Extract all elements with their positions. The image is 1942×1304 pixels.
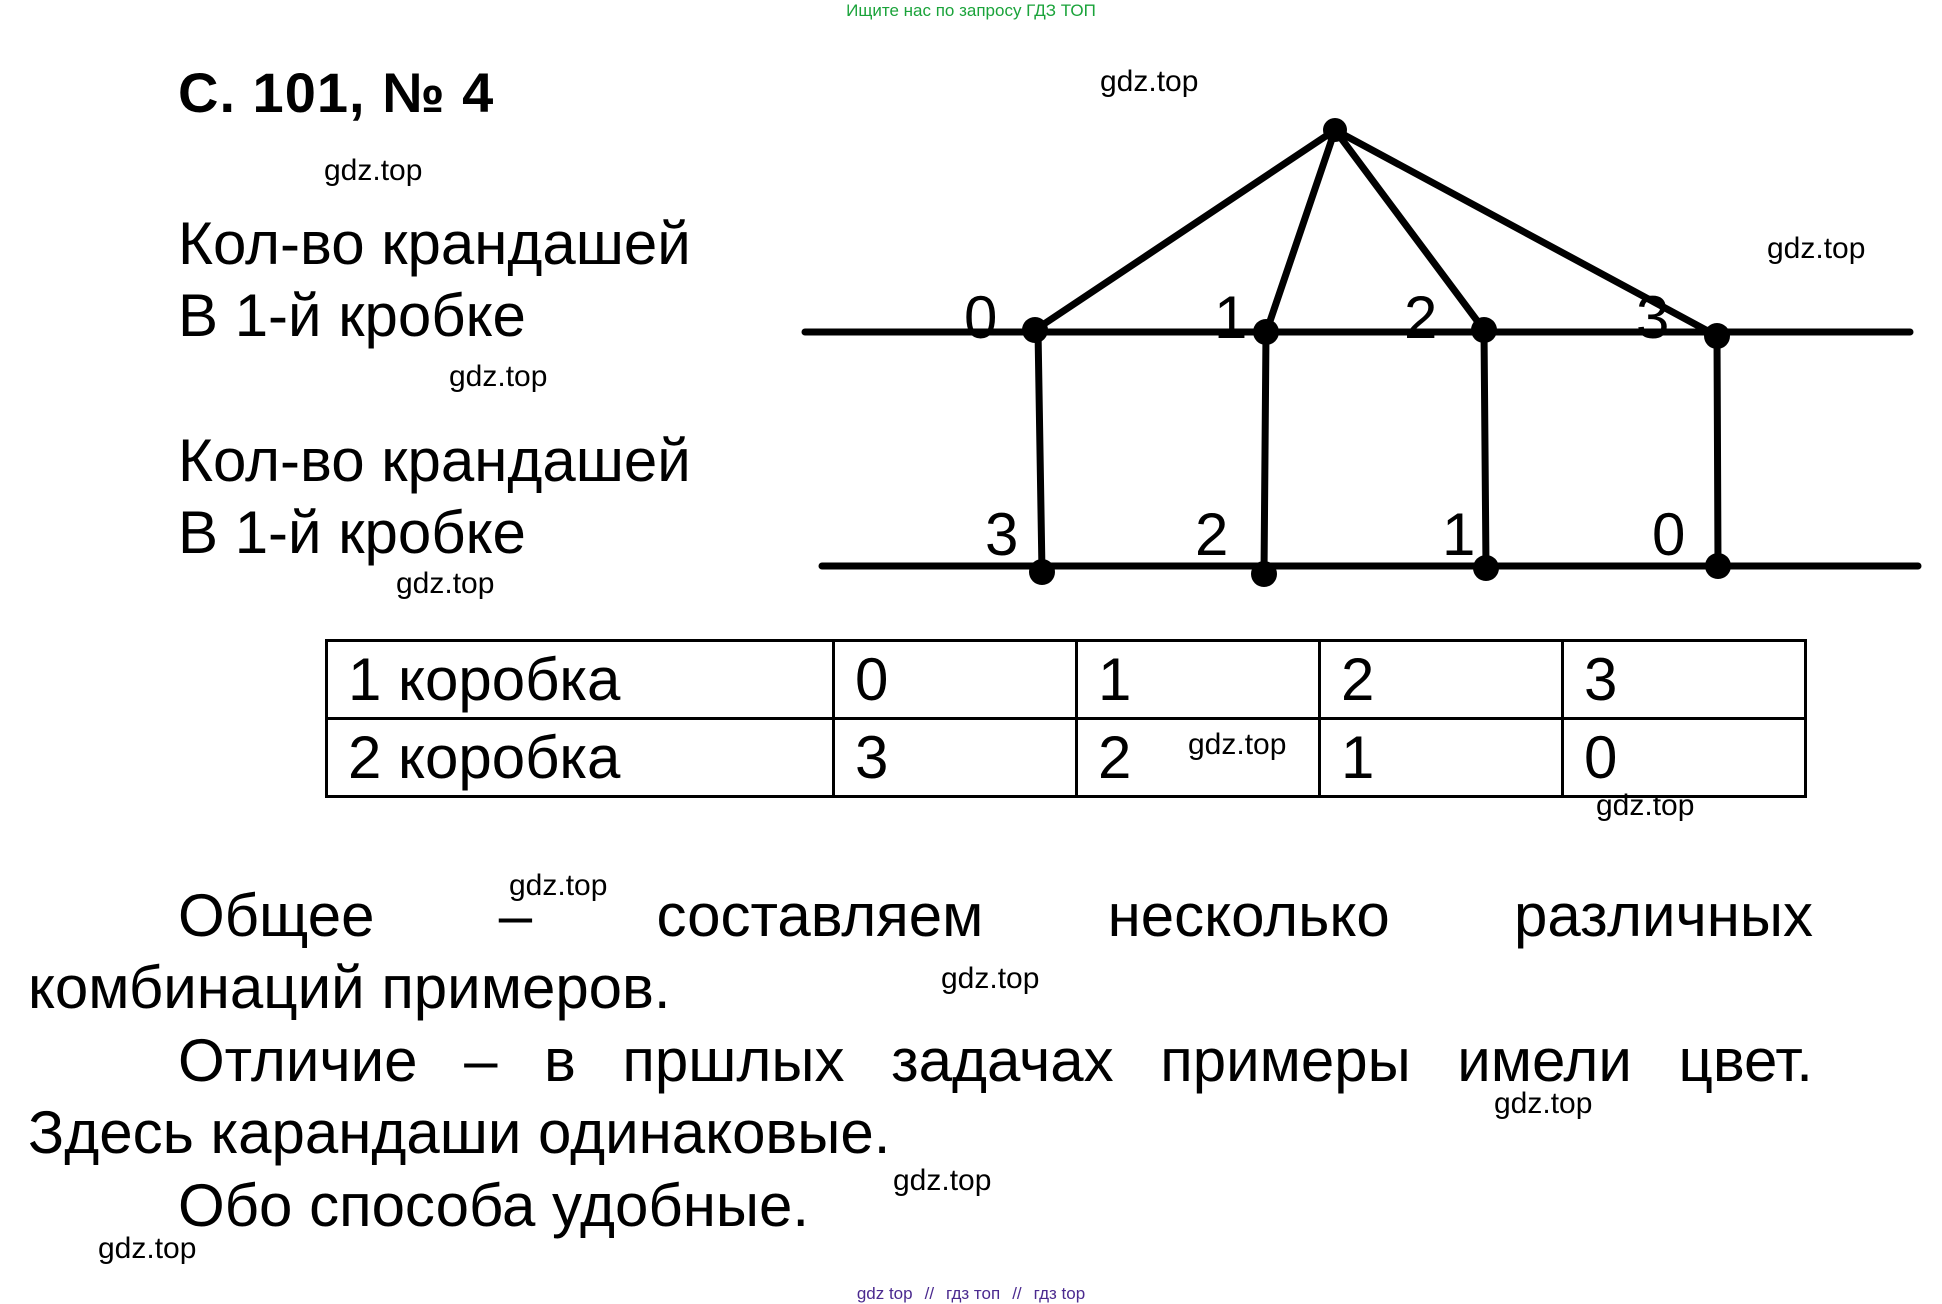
word: цвет. — [1678, 1027, 1813, 1094]
bottom-value-2: 1 — [1442, 501, 1476, 568]
table-cell: 0 — [1563, 719, 1806, 797]
top-dot-1 — [1253, 319, 1279, 345]
table-row — [327, 641, 1806, 719]
watermark: gdz.top — [509, 869, 608, 902]
word: – — [498, 882, 533, 949]
table-row-header: 1 коробка — [327, 641, 834, 719]
top-dot-0 — [1022, 317, 1048, 343]
word: различных — [1514, 882, 1813, 949]
watermark: gdz.top — [1596, 789, 1695, 822]
paragraph-3: Обо способа удобные. — [178, 1172, 810, 1239]
watermark: gdz.top — [1767, 232, 1866, 265]
paragraph-1-line-2: комбинаций примеров. — [28, 954, 671, 1021]
vertical-edge-3 — [1717, 336, 1718, 566]
bottom-value-3: 0 — [1652, 501, 1686, 568]
bottom-value-1: 2 — [1195, 501, 1229, 568]
word: несколько — [1107, 882, 1390, 949]
table-cell: 2 — [1320, 641, 1563, 719]
top-row-label-2: В 1-й кробке — [178, 282, 526, 349]
watermark: gdz.top — [396, 567, 495, 600]
top-value-0: 0 — [964, 284, 998, 351]
combination-table — [325, 639, 1807, 798]
table-cell: 0 — [834, 641, 1077, 719]
top-value-1: 1 — [1214, 284, 1248, 351]
watermark: gdz.top — [941, 962, 1040, 995]
table-cell: 3 — [834, 719, 1077, 797]
table-row-header: 2 коробка — [327, 719, 834, 797]
apex-edge-1 — [1267, 130, 1335, 330]
word: в — [543, 1027, 576, 1094]
word: Общее — [178, 882, 375, 949]
bottom-value-0: 3 — [985, 501, 1019, 568]
table-row — [327, 719, 1806, 797]
paragraph-1-line-1 — [178, 880, 1813, 952]
bottom-row-label-1: Кол-во крандашей — [178, 427, 691, 494]
table-cell: 1 — [1077, 641, 1320, 719]
word: Отличие — [178, 1027, 418, 1094]
word: – — [464, 1027, 498, 1094]
table-cell: 2 — [1077, 719, 1320, 797]
watermark: gdz.top — [98, 1232, 197, 1265]
page-title: С. 101, № 4 — [178, 61, 495, 124]
top-dot-3 — [1704, 323, 1730, 349]
bottom-row-label-2: В 1-й кробке — [178, 499, 526, 566]
vertical-edge-0 — [1038, 330, 1042, 572]
apex-edge-0 — [1035, 130, 1335, 330]
word: примеры — [1160, 1027, 1411, 1094]
watermark: gdz.top — [1188, 728, 1287, 761]
watermark: gdz.top — [449, 360, 548, 393]
vertical-edge-1 — [1264, 332, 1266, 574]
table-cell: 1 — [1320, 719, 1563, 797]
bottom-dot-0 — [1029, 559, 1055, 585]
footer-link[interactable]: гдз топ — [946, 1284, 1001, 1303]
top-value-3: 3 — [1636, 284, 1670, 351]
footer-link[interactable]: gdz top — [856, 1284, 913, 1303]
watermark: gdz.top — [1494, 1087, 1593, 1120]
word: задачах — [891, 1027, 1114, 1094]
watermark: gdz.top — [324, 154, 423, 187]
paragraph-2-line-2: Здесь карандаши одинаковые. — [28, 1099, 891, 1166]
search-banner: Ищите нас по запросу ГДЗ ТОП — [846, 1, 1096, 20]
word: имели — [1457, 1027, 1632, 1094]
word: пршлых — [622, 1027, 845, 1094]
watermark: gdz.top — [893, 1164, 992, 1197]
top-value-2: 2 — [1404, 284, 1438, 351]
vertical-edge-2 — [1484, 330, 1486, 568]
bottom-dot-2 — [1473, 555, 1499, 581]
bottom-dot-3 — [1705, 553, 1731, 579]
watermark: gdz.top — [1100, 65, 1199, 98]
footer-links — [0, 1284, 1942, 1304]
bottom-dot-1 — [1251, 561, 1277, 587]
footer-link[interactable]: гдз top — [1033, 1284, 1086, 1303]
top-row-label-1: Кол-во крандашей — [178, 210, 691, 277]
top-dot-2 — [1471, 317, 1497, 343]
word: составляем — [656, 882, 984, 949]
footer-separator: // — [1012, 1284, 1022, 1303]
apex-dot — [1323, 118, 1347, 142]
footer-separator: // — [924, 1284, 935, 1303]
table-cell: 3 — [1563, 641, 1806, 719]
